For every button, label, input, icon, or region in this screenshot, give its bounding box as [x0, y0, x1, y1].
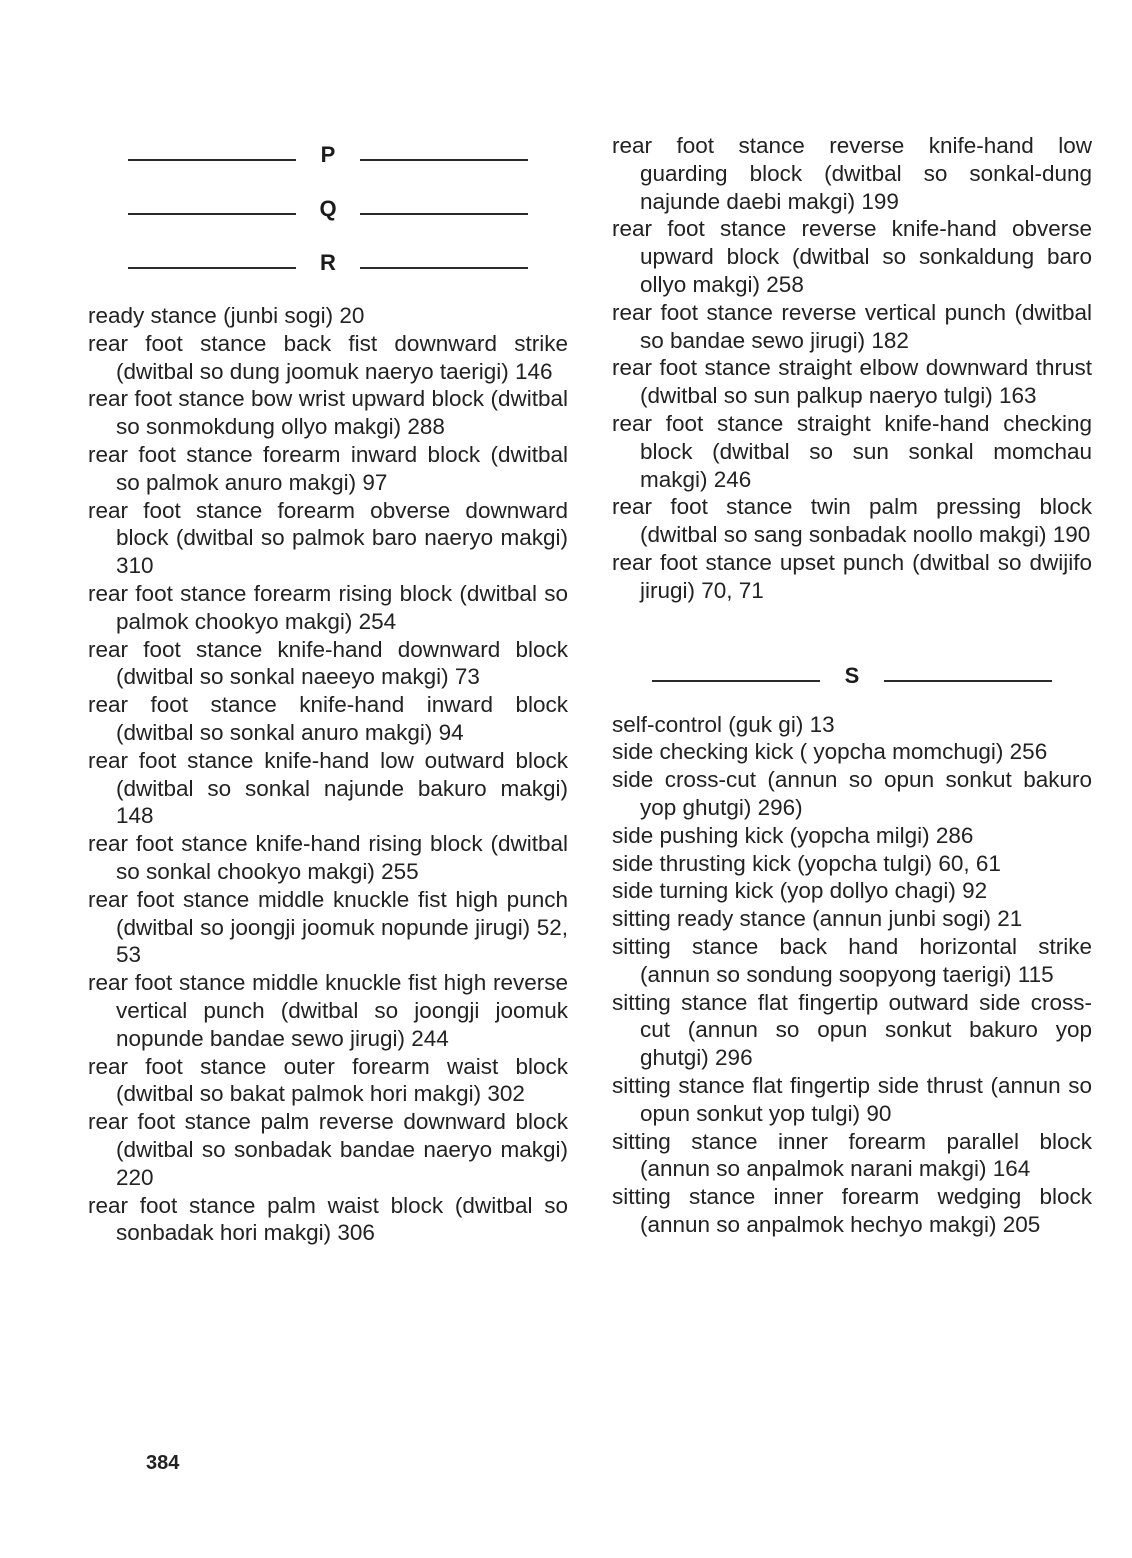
index-entry-list — [88, 302, 568, 1247]
letter-heading-r — [88, 248, 568, 278]
index-entry: side thrusting kick (yopcha tulgi) 60, 61 — [612, 850, 1001, 876]
index-entry: rear foot stance forearm rising block (dwitbal so palmok chookyo makgi) 254 — [88, 580, 568, 634]
index-entry: rear foot stance knife-hand inward block (dwitbal so sonkal anuro makgi) 94 — [88, 692, 568, 745]
heading-rule — [652, 680, 820, 682]
heading-rule — [360, 213, 528, 215]
index-entry: sitting stance inner forearm parallel block (annun so anpalmok narani makgi) 164 — [612, 1128, 1092, 1182]
index-entry: rear foot stance forearm obverse downward block (dwitbal so palmok baro naeryo makgi) 310 — [88, 497, 568, 579]
index-entry: side pushing kick (yopcha milgi) 286 — [612, 822, 974, 848]
index-entry: sitting stance inner forearm wedging block (annun so anpalmok hechyo makgi) 205 — [612, 1184, 1092, 1237]
heading-rule — [128, 213, 296, 215]
index-entry: rear foot stance reverse knife-hand low guarding block (dwitbal so sonkal-dung najunde daebi makgi) 199 — [612, 133, 1092, 214]
letter-heading-q — [88, 194, 568, 224]
index-entry: sitting stance flat fingertip outward side cross-cut (annun so opun sonkut bakuro yop ghutgi) 296 — [612, 989, 1092, 1071]
index-entry: rear foot stance upset punch (dwitbal so dwijifo jirugi) 70, 71 — [612, 549, 1092, 603]
right-column — [612, 132, 1092, 1239]
heading-letter: S — [844, 662, 860, 688]
index-entry-list — [612, 711, 1092, 1239]
index-entry: rear foot stance middle knuckle fist high reverse vertical punch (dwitbal so joongji joomuk nopunde bandae sewo jirugi) 244 — [88, 970, 568, 1051]
heading-rule — [884, 680, 1052, 682]
heading-letter: P — [320, 142, 336, 167]
heading-rule — [128, 159, 296, 161]
index-entry: rear foot stance palm waist block (dwitbal so sonbadak hori makgi) 306 — [88, 1192, 568, 1246]
letter-heading-p — [88, 140, 568, 170]
index-entry: rear foot stance middle knuckle fist high punch (dwitbal so joongji joomuk nopunde jirugi) 52, 53 — [88, 886, 568, 968]
index-entry: side turning kick (yop dollyo chagi) 92 — [612, 878, 988, 904]
index-entry: rear foot stance knife-hand downward block (dwitbal so sonkal naeeyo makgi) 73 — [88, 636, 568, 690]
index-entry: rear foot stance knife-hand rising block (dwitbal so sonkal chookyo makgi) 255 — [88, 831, 568, 884]
heading-letter: R — [320, 250, 336, 275]
heading-rule — [360, 267, 528, 269]
letter-heading-s — [612, 661, 1092, 691]
index-entry: rear foot stance twin palm pressing block (dwitbal so sang sonbadak noollo makgi) 190 — [612, 494, 1092, 548]
index-entry: sitting ready stance (annun junbi sogi) 21 — [612, 906, 1023, 932]
index-entry: rear foot stance knife-hand low outward block (dwitbal so sonkal najunde bakuro makgi) 148 — [88, 747, 568, 829]
left-column — [88, 132, 568, 1247]
index-entry: self-control (guk gi) 13 — [612, 711, 835, 737]
page-number: 384 — [146, 1452, 180, 1474]
index-entry: rear foot stance outer forearm waist block (dwitbal so bakat palmok hori makgi) 302 — [88, 1053, 568, 1107]
index-entry: rear foot stance straight elbow downward thrust (dwitbal so sun palkup naeryo tulgi) 163 — [612, 355, 1092, 409]
heading-rule — [360, 159, 528, 161]
index-entry: sitting stance flat fingertip side thrust (annun so opun sonkut yop tulgi) 90 — [612, 1072, 1092, 1126]
index-entry: rear foot stance straight knife-hand checking block (dwitbal so sun sonkal momchau makgi) 246 — [612, 410, 1092, 492]
index-entry: rear foot stance forearm inward block (dwitbal so palmok anuro makgi) 97 — [88, 441, 568, 495]
index-entry: sitting stance back hand horizontal strike (annun so sondung soopyong taerigi) 115 — [612, 933, 1092, 987]
index-entry: side checking kick ( yopcha momchugi) 256 — [612, 739, 1048, 765]
index-entry: rear foot stance bow wrist upward block (dwitbal so sonmokdung ollyo makgi) 288 — [88, 386, 568, 440]
index-entry: rear foot stance reverse knife-hand obverse upward block (dwitbal so sonkaldung baro ollyo makgi) 258 — [612, 216, 1092, 297]
index-entry: rear foot stance palm reverse downward block (dwitbal so sonbadak bandae naeryo makgi) 220 — [88, 1109, 568, 1190]
index-entry: rear foot stance reverse vertical punch (dwitbal so bandae sewo jirugi) 182 — [612, 299, 1092, 353]
index-entry: ready stance (junbi sogi) 20 — [88, 303, 365, 328]
heading-letter: Q — [319, 196, 337, 221]
index-entry-list — [612, 132, 1092, 605]
index-entry: rear foot stance back fist downward strike (dwitbal so dung joomuk naeryo taerigi) 146 — [88, 330, 568, 384]
heading-rule — [128, 267, 296, 269]
index-entry: side cross-cut (annun so opun sonkut bakuro yop ghutgi) 296) — [612, 767, 1092, 820]
